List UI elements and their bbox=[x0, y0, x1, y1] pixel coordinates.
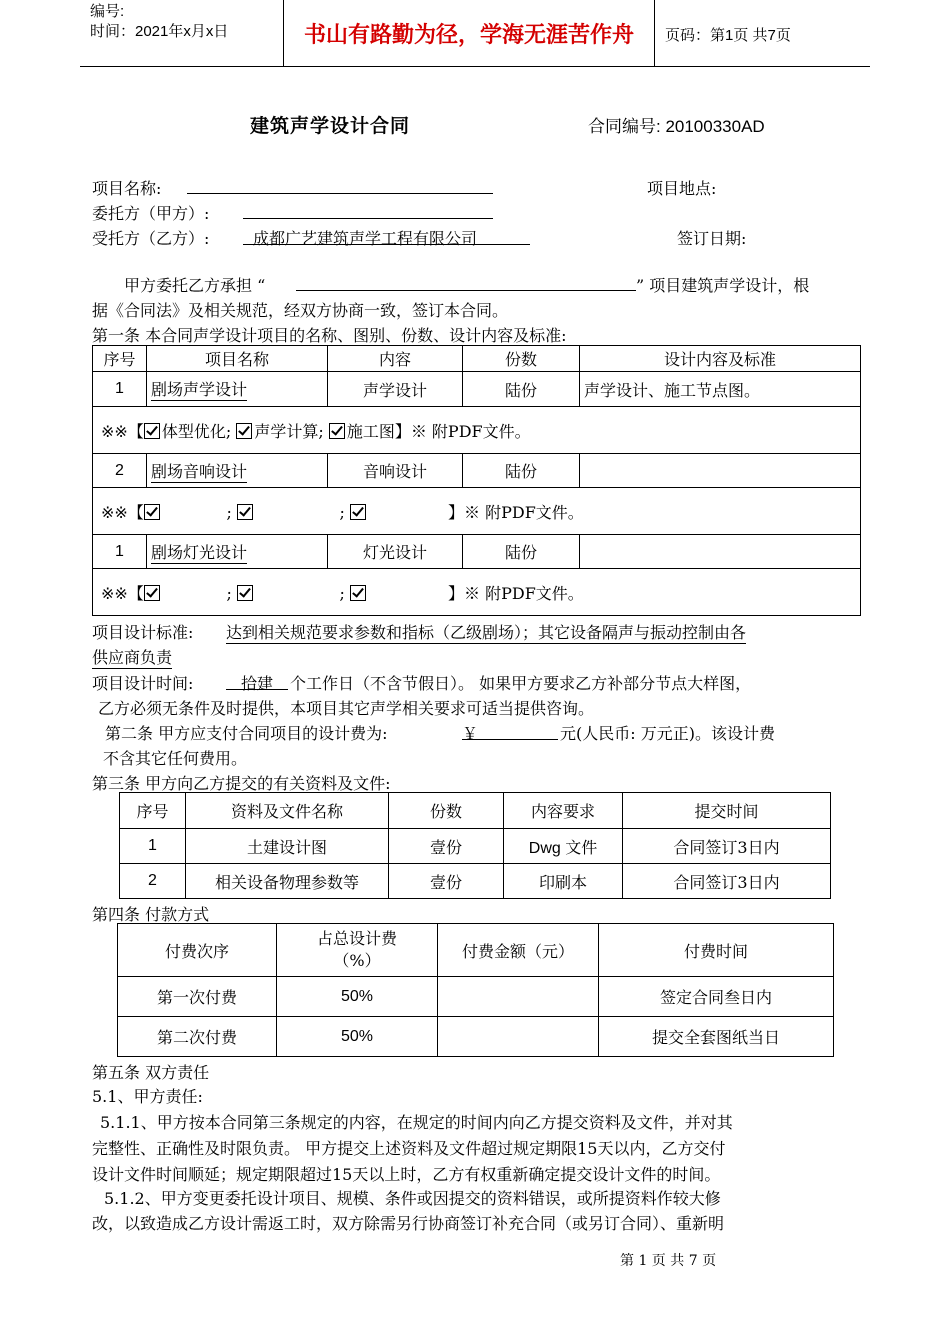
section-5-1-1-line1: 5.1.1、甲方按本合同第三条规定的内容，在规定的时间内向乙方提交资料及文件，并对其 bbox=[100, 1113, 733, 1132]
table-cell: 相关设备物理参数等 bbox=[186, 864, 389, 899]
article3-heading: 第三条 甲方向乙方提交的有关资料及文件: bbox=[92, 774, 391, 793]
page-footer: 第 1 页 共 7 页 bbox=[620, 1253, 717, 1269]
header-motto: 书山有路勤为径，学海无涯苦作舟 bbox=[283, 0, 655, 66]
checkbox-checked-icon[interactable] bbox=[350, 504, 366, 520]
project-name-label: 项目名称: bbox=[92, 179, 162, 198]
client-line[interactable] bbox=[243, 201, 493, 219]
table-cell: 签定合同叁日内 bbox=[599, 977, 834, 1017]
note-prefix: ※※【 bbox=[101, 502, 144, 522]
header-cell: 份数 bbox=[463, 346, 580, 372]
table-cell: 印刷本 bbox=[504, 864, 623, 899]
table-cell: 提交全套图纸当日 bbox=[599, 1017, 834, 1057]
sign-date-label: 签订日期: bbox=[677, 229, 747, 248]
table-note-row bbox=[93, 569, 861, 616]
option-label: 施工图 bbox=[346, 421, 395, 441]
checkbox-checked-icon[interactable] bbox=[236, 423, 252, 439]
intro-line2: 据《合同法》及相关规范，经双方协商一致，签订本合同。 bbox=[92, 301, 509, 320]
checkbox-checked-icon[interactable] bbox=[144, 585, 160, 601]
item-content: 声学设计 bbox=[328, 372, 463, 407]
header-cell: 内容 bbox=[328, 346, 463, 372]
section-5-1: 5.1、甲方责任: bbox=[92, 1087, 203, 1106]
intro-line1-b: ” 项目建筑声学设计，根 bbox=[636, 276, 810, 295]
option-label: 体型优化; bbox=[161, 421, 232, 441]
table-cell: 第二次付费 bbox=[118, 1017, 277, 1057]
checkbox-checked-icon[interactable] bbox=[144, 504, 160, 520]
project-name-line[interactable] bbox=[187, 176, 493, 194]
design-time-line2: 乙方必须无条件及时提供，本项目其它声学相关要求可适当提供咨询。 bbox=[98, 699, 595, 718]
header-time: 时间：2021年x月x日 bbox=[90, 23, 229, 40]
item-copies: 陆份 bbox=[463, 535, 580, 569]
header-cell: 设计内容及标准 bbox=[580, 346, 861, 372]
article2-line2: 不含其它任何费用。 bbox=[103, 749, 248, 768]
design-standard-label: 项目设计标准: bbox=[92, 623, 194, 642]
table-note-row bbox=[93, 407, 861, 454]
section-5-1-1-line3: 设计文件时间顺延；规定期限超过15天以上时，乙方有权重新确定提交设计文件的时间。 bbox=[92, 1165, 721, 1184]
option-label: ; bbox=[226, 502, 232, 522]
checkbox-checked-icon[interactable] bbox=[237, 585, 253, 601]
note-prefix: ※※【 bbox=[101, 583, 144, 603]
table-header-row bbox=[118, 924, 834, 977]
contractor-line bbox=[243, 226, 530, 248]
item-standard: 声学设计、施工节点图。 bbox=[580, 372, 861, 407]
article5-heading: 第五条 双方责任 bbox=[92, 1063, 210, 1082]
note-prefix: ※※【 bbox=[101, 421, 144, 441]
item-name: 剧场音响设计 bbox=[151, 459, 247, 483]
header-cell: 付费时间 bbox=[599, 924, 834, 977]
table-cell: 壹份 bbox=[389, 829, 504, 864]
checkbox-checked-icon[interactable] bbox=[237, 504, 253, 520]
table-cell: 第一次付费 bbox=[118, 977, 277, 1017]
item-copies: 陆份 bbox=[463, 372, 580, 407]
header-number: 编号: bbox=[90, 3, 125, 20]
table-cell[interactable] bbox=[438, 1017, 599, 1057]
table-row bbox=[93, 372, 861, 407]
item-copies: 陆份 bbox=[463, 454, 580, 488]
item-name: 剧场声学设计 bbox=[151, 377, 247, 401]
header-cell: 付费次序 bbox=[118, 924, 277, 977]
header-cell: 资料及文件名称 bbox=[186, 793, 389, 829]
note-suffix: 】※ 附PDF文件。 bbox=[448, 583, 584, 603]
checkbox-checked-icon[interactable] bbox=[329, 423, 345, 439]
item-content: 灯光设计 bbox=[328, 535, 463, 569]
header-cell: 付费金额（元） bbox=[438, 924, 599, 977]
section-5-1-2-line2: 改，以致造成乙方设计需返工时，双方除需另行协商签订补充合同（或另订合同）、重新明 bbox=[92, 1214, 725, 1233]
checkbox-checked-icon[interactable] bbox=[350, 585, 366, 601]
header-cell bbox=[277, 924, 438, 977]
article2-text-b: 元(人民币: 万元正)。该设计费 bbox=[560, 724, 775, 743]
table-cell: 2 bbox=[120, 864, 186, 899]
design-standard-value: 达到相关规范要求参数和指标（乙级剧场）；其它设备隔声与振动控制由各 bbox=[226, 620, 746, 644]
table-note-row bbox=[93, 488, 861, 535]
page-header bbox=[80, 0, 870, 67]
payment-table bbox=[117, 923, 834, 1057]
table-cell[interactable] bbox=[438, 977, 599, 1017]
article2-text: 第二条 甲方应支付合同项目的设计费为: bbox=[105, 724, 388, 743]
client-label: 委托方（甲方）: bbox=[92, 204, 210, 223]
contractor-value: 成都广艺建筑声学工程有限公司 bbox=[253, 229, 478, 248]
row-number: 2 bbox=[93, 454, 147, 488]
table-row bbox=[93, 535, 861, 569]
table-row bbox=[120, 864, 831, 899]
section-5-1-2-line1: 5.1.2、甲方变更委托设计项目、规模、条件或因提交的资料错误，或所提资料作较大修 bbox=[104, 1189, 721, 1208]
table-header-row bbox=[120, 793, 831, 829]
document-title: 建筑声学设计合同 bbox=[250, 115, 411, 137]
table-row bbox=[118, 1017, 834, 1057]
option-label: ; bbox=[339, 583, 345, 603]
table-cell: 土建设计图 bbox=[186, 829, 389, 864]
design-items-table bbox=[92, 345, 861, 616]
contract-number: 合同编号: 20100330AD bbox=[588, 117, 765, 136]
checkbox-checked-icon[interactable] bbox=[144, 423, 160, 439]
table-cell: 壹份 bbox=[389, 864, 504, 899]
header-line: 占总设计费 bbox=[316, 929, 397, 948]
header-cell: 份数 bbox=[389, 793, 504, 829]
documents-table bbox=[119, 792, 831, 899]
contractor-label: 受托方（乙方）: bbox=[92, 229, 210, 248]
section-5-1-1-line2: 完整性、正确性及时限负责。 甲方提交上述资料及文件超过规定期限15天以内，乙方交付 bbox=[92, 1139, 726, 1158]
project-location-label: 项目地点: bbox=[647, 179, 717, 198]
header-cell: 项目名称 bbox=[147, 346, 328, 372]
header-line: （%） bbox=[333, 951, 381, 970]
header-cell: 内容要求 bbox=[504, 793, 623, 829]
table-cell: 50% bbox=[277, 977, 438, 1017]
table-cell: 合同签订3日内 bbox=[623, 864, 831, 899]
currency-symbol: ￥ bbox=[462, 724, 479, 743]
fee-amount-field[interactable] bbox=[462, 721, 558, 743]
header-page: 页码：第1页 共7页 bbox=[665, 27, 791, 44]
intro-project-line[interactable] bbox=[296, 273, 636, 291]
table-cell: 合同签订3日内 bbox=[623, 829, 831, 864]
table-row bbox=[120, 829, 831, 864]
item-standard bbox=[580, 454, 861, 488]
table-row bbox=[118, 977, 834, 1017]
header-meta bbox=[90, 2, 228, 42]
header-cell: 序号 bbox=[120, 793, 186, 829]
table-cell: Dwg 文件 bbox=[504, 829, 623, 864]
article4-heading: 第四条 付款方式 bbox=[92, 905, 210, 924]
note-suffix: 】※ 附PDF文件。 bbox=[448, 502, 584, 522]
design-standard-value-2: 供应商负责 bbox=[92, 645, 172, 669]
table-cell: 50% bbox=[277, 1017, 438, 1057]
design-time-label: 项目设计时间: bbox=[92, 674, 194, 693]
row-number: 1 bbox=[93, 535, 147, 569]
option-label: 声学计算; bbox=[254, 421, 324, 441]
option-label: ; bbox=[339, 502, 345, 522]
item-standard bbox=[580, 535, 861, 569]
item-content: 音响设计 bbox=[328, 454, 463, 488]
item-name: 剧场灯光设计 bbox=[151, 540, 247, 564]
article1-heading: 第一条 本合同声学设计项目的名称、图别、份数、设计内容及标准: bbox=[92, 326, 567, 345]
table-header-row bbox=[93, 346, 861, 372]
intro-line1-a: 甲方委托乙方承担 “ bbox=[124, 276, 266, 295]
design-time-value: 拾建 bbox=[226, 671, 288, 690]
header-cell: 提交时间 bbox=[623, 793, 831, 829]
design-time-rest: 个工作日（不含节假日）。 如果甲方要求乙方补部分节点大样图， bbox=[290, 674, 752, 693]
table-cell: 1 bbox=[120, 829, 186, 864]
table-row bbox=[93, 454, 861, 488]
header-cell: 序号 bbox=[93, 346, 147, 372]
row-number: 1 bbox=[93, 372, 147, 407]
option-label: ; bbox=[226, 583, 232, 603]
note-suffix: 】※ 附PDF文件。 bbox=[394, 421, 531, 441]
